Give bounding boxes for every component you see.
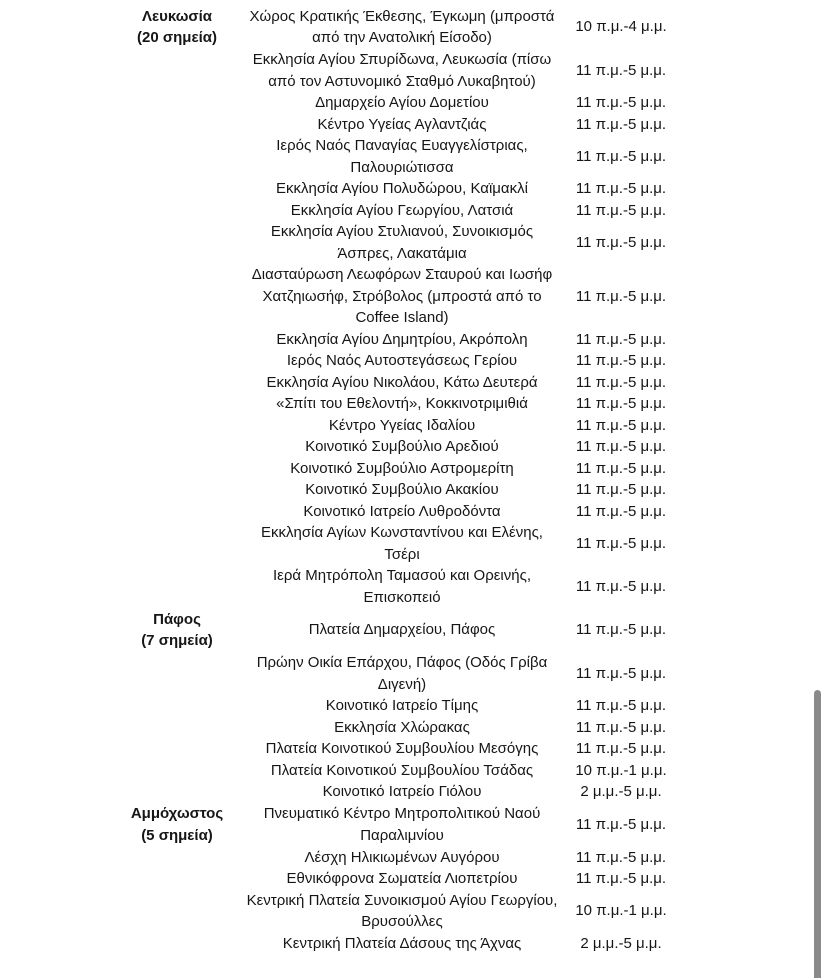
location-cell: Εκκλησία Αγίου Σπυρίδωνα, Λευκωσία (πίσω από τον Αστυνομικό Σταθμό Λυκαβητού) [252,51,552,90]
location-cell: Κεντρική Πλατεία Δάσους της Άχνας [282,934,522,952]
table-row [0,847,828,869]
table-row [0,372,828,394]
time-cell: 11 π.μ.-5 μ.μ. [575,438,667,455]
location-cell: Πρώην Οικία Επάρχου, Πάφος (Οδός Γρίβα Διγενή) [256,654,548,693]
table-row [0,890,828,933]
time-cell: 11 π.μ.-5 μ.μ. [575,115,667,133]
time-cell: 11 π.μ.-5 μ.μ. [575,815,667,833]
time-cell: 11 π.μ.-5 μ.μ. [575,287,667,305]
time-cell: 11 π.μ.-5 μ.μ. [575,502,667,520]
location-cell: Κεντρική Πλατεία Συνοικισμού Αγίου Γεωργίου, Βρυσούλλες [246,891,558,930]
table-row [0,781,828,803]
table-row [0,868,828,890]
location-cell: Κοινοτικό Συμβούλιο Αστρομερίτη [290,459,514,477]
location-cell: Εκκλησία Αγίου Πολυδώρου, Καϊμακλί [276,180,528,197]
table-row [0,200,828,222]
time-cell: 11 π.μ.-5 μ.μ. [575,664,667,682]
location-cell: Κοινοτικό Ιατρείο Γιόλου [322,783,482,800]
table-row [0,135,828,178]
location-cell: Κέντρο Υγείας Αγλαντζιάς [317,115,487,133]
table-row [0,695,828,717]
time-cell: 10 π.μ.-1 μ.μ. [575,761,667,779]
time-cell: 2 μ.μ.-5 μ.μ. [580,783,662,800]
time-cell: 11 π.μ.-5 μ.μ. [575,481,667,498]
location-cell: Ιερά Μητρόπολη Ταμασού και Ορεινής, Επισκοπειό [272,567,531,606]
location-cell: Κοινοτικό Συμβούλιο Ακακίου [305,481,499,498]
time-cell: 11 π.μ.-5 μ.μ. [575,718,667,736]
location-cell: Διασταύρωση Λεωφόρων Σταυρού και Ιωσήφ Χατζηιωσήφ, Στρόβολος (μπροστά από το Coffee Island) [251,266,553,326]
region-points-count: (5 σημεία) [141,826,213,844]
time-cell: 11 π.μ.-5 μ.μ. [575,870,667,887]
time-cell: 11 π.μ.-5 μ.μ. [575,147,667,165]
region-name: Λευκωσία [141,7,213,25]
table-row [0,436,828,458]
location-cell: Κέντρο Υγείας Ιδαλίου [328,416,476,434]
table-row [0,608,828,652]
location-cell: «Σπίτι του Εθελοντή», Κοκκινοτριμιθιά [276,395,528,412]
time-cell: 11 π.μ.-5 μ.μ. [575,459,667,477]
table-row [0,92,828,114]
table-row [0,5,828,49]
region-cell [110,609,244,652]
time-cell: 11 π.μ.-5 μ.μ. [575,94,667,111]
table-row [0,114,828,136]
time-cell: 10 π.μ.-4 μ.μ. [575,18,667,36]
table-row [0,803,828,847]
location-cell: Λέσχη Ηλικιωμένων Αυγόρου [304,848,500,866]
location-cell: Εκκλησία Αγίου Νικολάου, Κάτω Δευτερά [266,373,538,391]
table-row [0,501,828,523]
location-cell: Πλατεία Δημαρχείου, Πάφος [308,621,496,639]
time-cell: 11 π.μ.-5 μ.μ. [575,395,667,412]
location-cell: Κοινοτικό Ιατρείο Λυθροδόντα [303,502,501,520]
table-row [0,479,828,501]
table-row [0,738,828,760]
table-row [0,49,828,92]
time-cell: 11 π.μ.-5 μ.μ. [575,352,667,369]
time-cell: 11 π.μ.-5 μ.μ. [575,180,667,197]
table-row [0,350,828,372]
time-cell: 11 π.μ.-5 μ.μ. [575,534,667,552]
table-row [0,329,828,351]
table-row [0,933,828,955]
region-cell [110,803,244,846]
location-cell: Κοινοτικό Συμβούλιο Αρεδιού [305,438,499,455]
time-cell: 11 π.μ.-5 μ.μ. [575,61,667,79]
location-cell: Εκκλησία Αγίων Κωνσταντίνου και Ελένης, Τσέρι [261,524,543,563]
location-cell: Πλατεία Κοινοτικού Συμβουλίου Τσάδας [270,761,534,779]
time-cell: 2 μ.μ.-5 μ.μ. [580,934,662,952]
location-cell: Χώρος Κρατικής Έκθεσης, Έγκωμη (μπροστά από την Ανατολική Είσοδο) [249,7,555,46]
location-cell: Εκκλησία Αγίου Γεωργίου, Λατσιά [290,201,514,219]
location-cell: Κοινοτικό Ιατρείο Τίμης [325,697,479,714]
location-cell: Ιερός Ναός Παναγίας Ευαγγελίστριας, Παλουριώτισσα [276,137,528,176]
location-cell: Πνευματικό Κέντρο Μητροπολιτικού Ναού Παραλιμνίου [263,805,541,844]
location-cell: Εκκλησία Αγίου Στυλιανού, Συνοικισμός Άσπρες, Λακατάμια [270,223,534,262]
table-row [0,760,828,782]
region-points-count: (20 σημεία) [137,29,217,46]
region-points-count: (7 σημεία) [141,632,213,649]
table-row [0,717,828,739]
region-name: Πάφος [153,610,201,628]
location-cell: Εθνικόφρονα Σωματεία Λιοπετρίου [286,870,518,887]
time-cell: 11 π.μ.-5 μ.μ. [575,330,667,348]
time-cell: 11 π.μ.-5 μ.μ. [575,740,667,757]
table-row [0,178,828,200]
time-cell: 11 π.μ.-5 μ.μ. [575,201,667,219]
region-cell [110,6,244,49]
table-row [0,652,828,695]
location-cell: Δημαρχείο Αγίου Δομετίου [315,94,489,111]
table-row [0,565,828,608]
time-cell: 11 π.μ.-5 μ.μ. [575,848,667,866]
table-row [0,522,828,565]
location-cell: Εκκλησία Χλώρακας [334,718,470,736]
time-cell: 11 π.μ.-5 μ.μ. [575,416,667,434]
table-row [0,393,828,415]
location-cell: Εκκλησία Αγίου Δημητρίου, Ακρόπολη [276,330,528,348]
location-cell: Ιερός Ναός Αυτοστεγάσεως Γερίου [286,352,518,369]
table-row [0,221,828,264]
time-cell: 10 π.μ.-1 μ.μ. [575,902,667,920]
time-cell: 11 π.μ.-5 μ.μ. [575,697,667,714]
table-row [0,458,828,480]
table-row [0,415,828,437]
time-cell: 11 π.μ.-5 μ.μ. [575,373,667,391]
location-cell: Πλατεία Κοινοτικού Συμβουλίου Μεσόγης [265,740,539,757]
time-cell: 11 π.μ.-5 μ.μ. [575,577,667,595]
region-name: Αμμόχωστος [130,805,224,822]
time-cell: 11 π.μ.-5 μ.μ. [575,621,667,639]
time-cell: 11 π.μ.-5 μ.μ. [575,233,667,251]
vertical-scrollbar-thumb[interactable] [814,690,821,978]
table-row [0,264,828,329]
